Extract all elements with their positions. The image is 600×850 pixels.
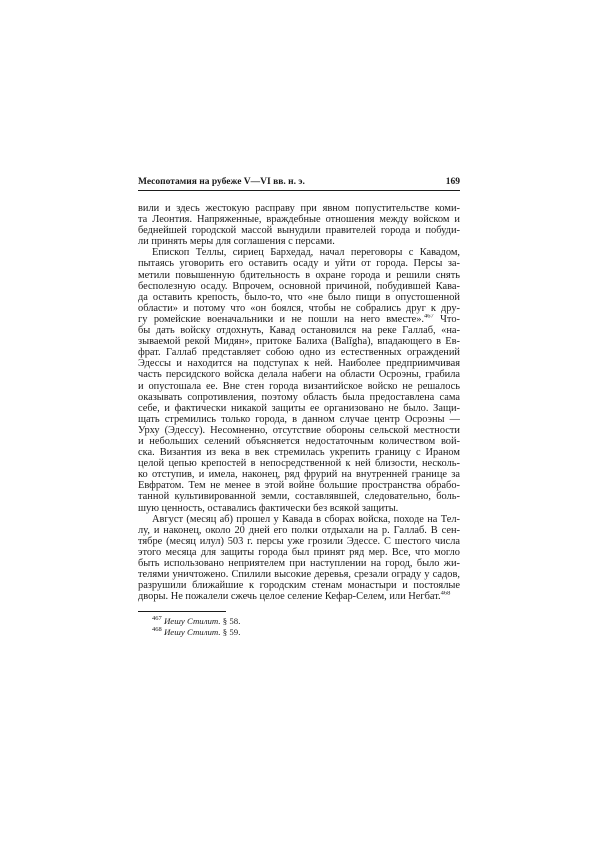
text-line [138, 214, 460, 225]
text-line-content: часть персидского войска делала набеги на области Осроэны, грабила [138, 369, 460, 381]
footnote-rule [138, 611, 226, 612]
text-line [138, 547, 460, 558]
footnote-marker[interactable]: 468 [440, 591, 451, 597]
text-line [138, 347, 460, 358]
text-line [138, 258, 460, 269]
footnote-number: 467 [152, 615, 162, 623]
text-line [138, 225, 460, 236]
footnote-source: Иешу Стилит. [161, 627, 221, 638]
text-line [138, 514, 460, 525]
text-line-content: разрушили ближайшие к городским стенам монастыри и постоялые [138, 580, 460, 592]
text-line-content: ска. Византия из века в век стремилась укрепить границу с Ираном [138, 447, 460, 459]
text-line-content: лу, и наконец, около 20 дней его полки отдыхали на р. Галлаб. В сен- [138, 524, 460, 536]
text-line-content: вили и здесь жестокую расправу при явном попустительстве коми- [138, 203, 460, 214]
text-line [138, 358, 460, 369]
text-line [138, 281, 460, 292]
text-line-content: та Леонтия. Напряженные, враждебные отношения между войском и [138, 214, 460, 226]
text-line [138, 447, 460, 458]
text-line-tail: Что- [433, 313, 460, 325]
body-text [138, 203, 460, 602]
text-line [138, 247, 460, 258]
text-line-content: дворы. Не пожалели сжечь целое селение Кефар-Селем, или Негбат. [138, 591, 441, 603]
text-line-content: и опустошала ее. Вне стен города византийское войско не решалось [138, 380, 460, 392]
footnote-marker[interactable]: 467 [424, 313, 434, 320]
text-line [138, 203, 460, 214]
text-line [138, 369, 460, 380]
text-line [138, 558, 460, 569]
running-header [138, 176, 460, 191]
text-line-content: беднейшей городской массой вынудили правителей города и побуди- [138, 225, 460, 237]
text-line [138, 503, 460, 514]
text-line [138, 591, 460, 602]
text-line-content: тябре (месяц илул) 503 г. персы уже грозили Эдессе. С шестого числа [138, 535, 460, 547]
text-line-content: да оставить крепость, было-то, что «не было пищи в опустошенной [138, 291, 460, 303]
text-line [138, 325, 460, 336]
text-line-content: целой цепью крепостей в непосредственной к ней близости, несколь- [138, 458, 460, 470]
text-line [138, 292, 460, 303]
text-line-content: и небольших селений объясняется недостаточным количеством вой- [138, 435, 460, 447]
text-line [138, 392, 460, 403]
text-line [138, 436, 460, 447]
book-page [138, 176, 460, 638]
text-line [138, 458, 460, 469]
text-line-content: быть использовано неприятелем при наступлении на город, было жи- [138, 558, 460, 569]
text-line-content: щать стремились только города, в данном случае центр Осроэны — [138, 413, 460, 425]
text-line-content: Эдессы и находится на подступах к ней. Наиболее предприимчивая [138, 358, 460, 370]
text-line [138, 314, 460, 325]
text-line-content: ко отступив, и имела, наконец, ряд фрурий на внутренней границе за [138, 469, 460, 481]
text-line-content: бесполезную осаду. Впрочем, основной причиной, побудившей Кава- [138, 280, 460, 292]
text-line [138, 336, 460, 347]
text-line-content: Август (месяц аб) прошел у Кавада в сборах войска, походе на Тел- [152, 513, 460, 525]
page-number: 169 [445, 177, 460, 187]
text-line-content: телями уничтожено. Спилили высокие деревья, срезали ограду у садов, [138, 569, 460, 581]
footnote [138, 627, 460, 638]
footnote-source: Иешу Стилит. [161, 616, 221, 627]
footnote-number: 468 [152, 626, 162, 634]
text-line [138, 491, 460, 502]
text-line-content: танной культивированной земли, составлявшей, следовательно, боль- [138, 491, 460, 503]
text-line-content: гу ромейские военачальники и не пошли на него вместе». [138, 313, 425, 325]
footnote-reference: § 59. [220, 627, 241, 638]
text-line [138, 236, 460, 247]
text-line-content: пытаясь уговорить его оставить осаду и уйти от города. Персы за- [138, 258, 460, 270]
text-line [138, 480, 460, 491]
text-line [138, 381, 460, 392]
footnote [138, 616, 460, 627]
text-line [138, 425, 460, 436]
text-line [138, 414, 460, 425]
text-line [138, 303, 460, 314]
text-line-content: этого месяца для защиты города был принят ряд мер. Все, что могло [138, 546, 460, 558]
footnotes [138, 616, 460, 638]
text-line-content: бы дать войску отдохнуть, Кавад остановился на реке Галлаб, «на- [138, 325, 460, 337]
text-line-content: метили повышенную бдительность в охране города и решили снять [138, 269, 460, 281]
text-line-content: зываемой рекой Мидян», притоке Балиха (Balīgha), впадающего в Ев- [138, 336, 460, 348]
text-line [138, 525, 460, 536]
text-line-content: оказывать сопротивления, поэтому область была предоставлена сама [138, 391, 460, 403]
text-line-content: Евфратом. Тем не менее в этой войне большие пространства обрабо- [138, 480, 460, 492]
text-line-content: ли принять меры для соглашения с персами. [138, 236, 335, 248]
running-title: Месопотамия на рубеже V—VI вв. н. э. [138, 177, 305, 187]
text-line-content: Епископ Теллы, сириец Бархедад, начал переговоры с Кавадом, [152, 247, 460, 259]
text-line [138, 580, 460, 591]
text-line [138, 536, 460, 547]
text-line [138, 403, 460, 414]
footnote-reference: § 58. [220, 616, 241, 627]
text-line [138, 469, 460, 480]
text-line [138, 270, 460, 281]
text-line [138, 569, 460, 580]
text-line-content: шую ценность, оставались фактически без всякой защиты. [138, 502, 399, 514]
text-line-content: себе, и фактически никакой защиты ее организовано не было. Защи- [138, 402, 460, 414]
text-line-content: области» и потому что «он боялся, чтобы не собрались друг к дру- [138, 302, 460, 314]
text-line-content: фрат. Галлаб представляет собою одно из естественных ограждений [138, 347, 460, 359]
text-line-content: Урху (Эдессу). Несомненно, отсутствие обороны сельской местности [138, 424, 460, 436]
